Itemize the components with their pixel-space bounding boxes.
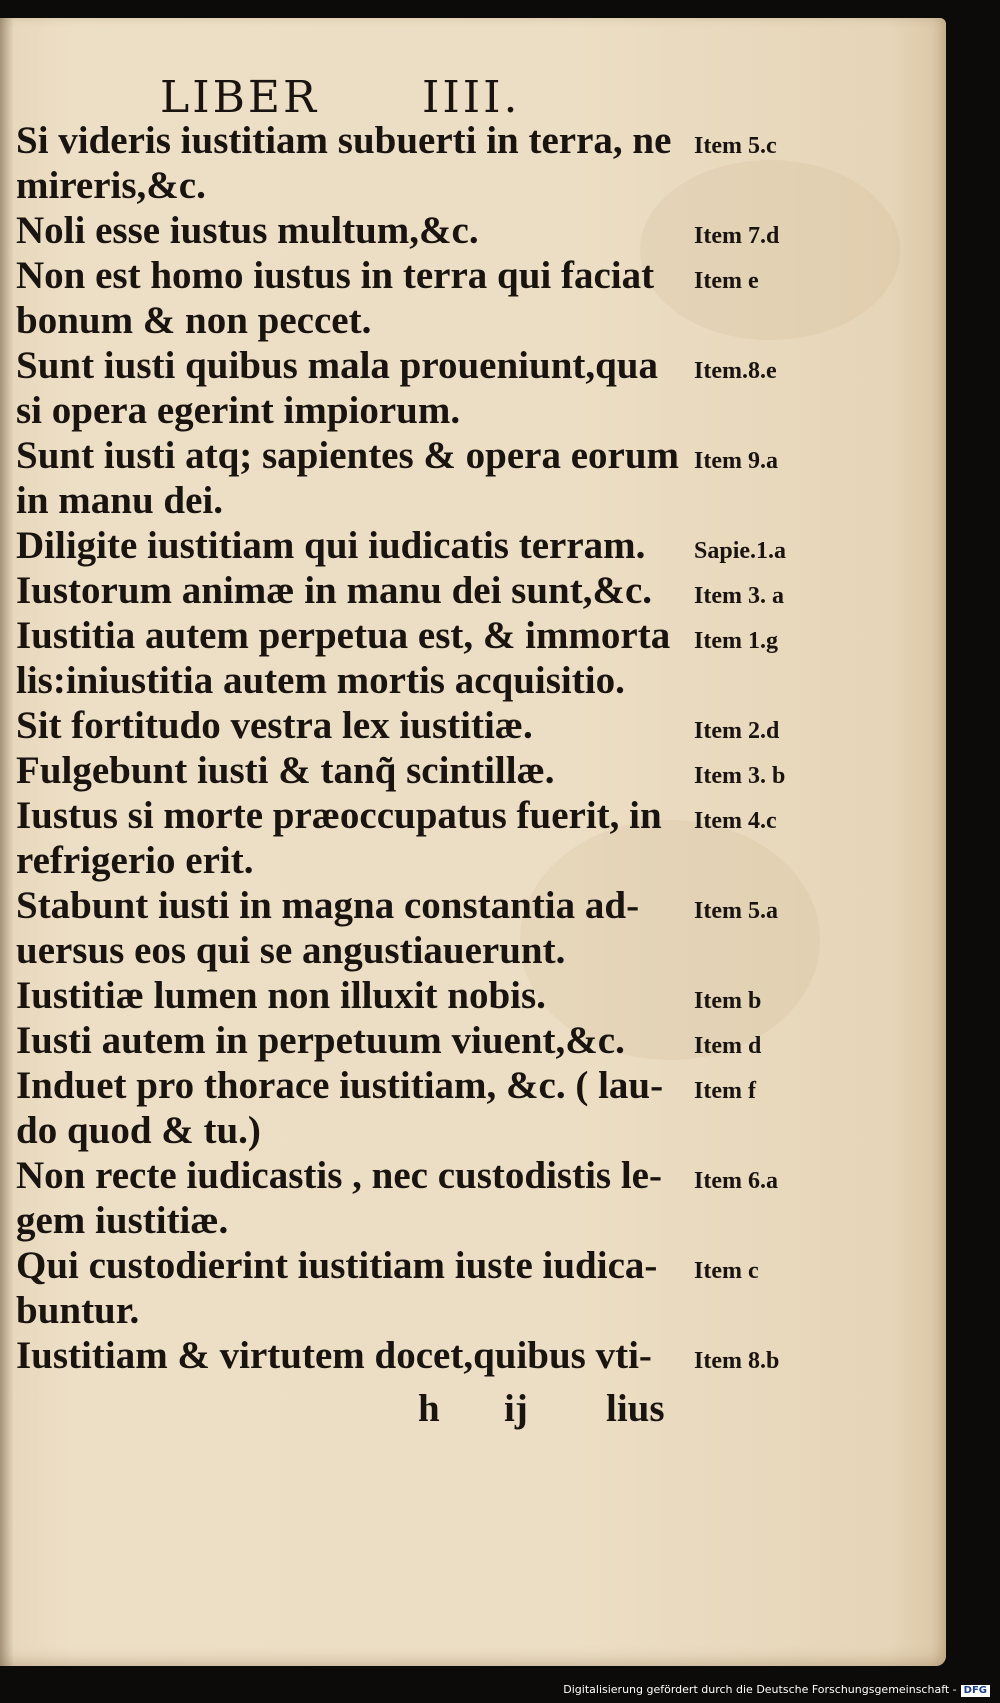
text-line <box>16 523 787 568</box>
text-line <box>16 973 762 1018</box>
text-line <box>16 883 778 928</box>
line-text: Stabunt iusti in magna constantia ad- <box>16 884 640 927</box>
marginal-reference: Item 5.c <box>694 133 777 159</box>
line-text: gem iustitiæ. <box>16 1199 229 1242</box>
text-line <box>16 1333 780 1378</box>
text-line <box>16 568 784 613</box>
line-text: refrigerio erit. <box>16 839 254 882</box>
line-text: Sit fortitudo vestra lex iustitiæ. <box>16 704 533 747</box>
header-right: IIII. <box>422 72 521 123</box>
dfg-logo: DFG <box>961 1685 990 1697</box>
text-line <box>16 703 780 748</box>
line-text: uersus eos qui se angustiauerunt. <box>16 929 566 972</box>
line-text: Iusti autem in perpetuum viuent,&c. <box>16 1019 625 1062</box>
folio-mark: ij <box>504 1387 528 1430</box>
marginal-reference: Item b <box>694 988 762 1014</box>
line-text: Fulgebunt iusti & tanq̃ scintillæ. <box>16 749 555 792</box>
spine-shadow <box>0 18 14 1666</box>
line-text: Noli esse iustus multum,&c. <box>16 209 479 252</box>
marginal-reference: Item 1.g <box>694 628 778 654</box>
text-line <box>16 838 696 883</box>
marginal-reference: Item 3. a <box>694 583 784 609</box>
text-line <box>16 163 696 208</box>
marginal-reference: Item 9.a <box>694 448 778 474</box>
marginal-reference: Item c <box>694 1258 759 1284</box>
text-line <box>16 1153 778 1198</box>
line-text: Iustitiæ lumen non illuxit nobis. <box>16 974 546 1017</box>
text-line <box>16 658 696 703</box>
line-text: Iustitia autem perpetua est, & immorta <box>16 614 671 657</box>
line-text: mireris,&c. <box>16 164 206 207</box>
marginal-reference: Item 3. b <box>694 763 786 789</box>
digitization-credit <box>563 1683 990 1697</box>
marginal-reference: Item 5.a <box>694 898 778 924</box>
marginal-reference: Item d <box>694 1033 762 1059</box>
text-line <box>16 208 780 253</box>
text-line <box>16 1198 696 1243</box>
text-line <box>16 793 777 838</box>
line-text: Si videris iustitiam subuerti in terra, ne <box>16 119 672 162</box>
text-line <box>16 253 759 298</box>
text-line <box>16 1108 696 1153</box>
text-line <box>16 1243 759 1288</box>
line-text: do quod & tu.) <box>16 1109 261 1152</box>
marginal-reference: Item 6.a <box>694 1168 778 1194</box>
text-block <box>16 118 787 1378</box>
line-text: si opera egerint impiorum. <box>16 389 461 432</box>
marginal-reference: Item 4.c <box>694 808 777 834</box>
running-header <box>160 72 560 123</box>
marginal-reference: Item f <box>694 1078 756 1104</box>
line-text: Iustitiam & virtutem docet,quibus vti- <box>16 1334 652 1377</box>
text-line <box>16 748 786 793</box>
text-line <box>16 1288 696 1333</box>
line-text: Sunt iusti quibus mala proueniunt,qua <box>16 344 658 387</box>
text-line <box>16 478 696 523</box>
catchword: lius <box>606 1387 665 1430</box>
line-text: lis:iniustitia autem mortis acquisitio. <box>16 659 625 702</box>
line-text: Iustorum animæ in manu dei sunt,&c. <box>16 569 653 612</box>
header-left: LIBER <box>160 72 320 123</box>
text-line <box>16 388 696 433</box>
line-text: in manu dei. <box>16 479 223 522</box>
signature-mark: h <box>418 1387 440 1430</box>
marginal-reference: Item 2.d <box>694 718 780 744</box>
text-line <box>16 118 777 163</box>
marginal-reference: Sapie.1.a <box>694 538 787 564</box>
line-text: Induet pro thorace iustitiam, &c. ( lau- <box>16 1064 664 1107</box>
text-line <box>16 1018 762 1063</box>
marginal-reference: Item e <box>694 268 759 294</box>
text-line <box>16 928 696 973</box>
line-text: Non est homo iustus in terra qui faciat <box>16 254 655 297</box>
line-text: Non recte iudicastis , nec custodistis le- <box>16 1154 662 1197</box>
credit-text: Digitalisierung gefördert durch die Deutsche Forschungsgemeinschaft - <box>563 1683 957 1696</box>
marginal-reference: Item.8.e <box>694 358 777 384</box>
line-text: Sunt iusti atq; sapientes & opera eorum <box>16 434 680 477</box>
text-line <box>16 613 778 658</box>
text-line <box>16 298 696 343</box>
line-text: Diligite iustitiam qui iudicatis terram. <box>16 524 646 567</box>
line-text: bonum & non peccet. <box>16 299 372 342</box>
line-text: buntur. <box>16 1289 140 1332</box>
text-line <box>16 1063 756 1108</box>
line-text: Qui custodierint iustitiam iuste iudica- <box>16 1244 658 1287</box>
marginal-reference: Item 7.d <box>694 223 780 249</box>
text-line <box>16 433 778 478</box>
marginal-reference: Item 8.b <box>694 1348 780 1374</box>
line-text: Iustus si morte præoccupatus fuerit, in <box>16 794 662 837</box>
text-line <box>16 343 777 388</box>
